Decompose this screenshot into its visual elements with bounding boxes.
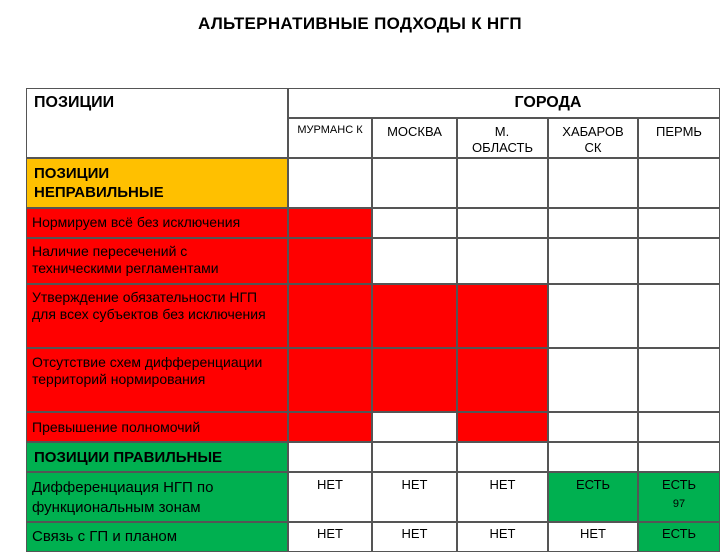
wrong-row-khabarovsk: [548, 284, 638, 348]
wrong-row-moscow-region: [457, 348, 548, 412]
wrong-row-moscow-region: [457, 284, 548, 348]
wrong-row-moscow-region: [457, 238, 548, 284]
wrong-row-moscow: [372, 412, 457, 442]
cities-header: ГОРОДА: [514, 94, 582, 111]
city-perm: ПЕРМЬ: [656, 124, 702, 139]
page-number: 97: [672, 498, 686, 510]
wrong-section-moscow-region: [457, 158, 548, 208]
wrong-row-khabarovsk: [548, 412, 638, 442]
positions-header: ПОЗИЦИИ: [34, 94, 115, 111]
wrong-row-murmansk: [288, 284, 372, 348]
wrong-section-moscow: [372, 158, 457, 208]
right-row-label: Дифференциация НГП по функциональным зонам: [32, 479, 214, 516]
wrong-row-murmansk: [288, 348, 372, 412]
right-section-moscow: [372, 442, 457, 472]
right-row-khabarovsk-value: НЕТ: [580, 526, 606, 541]
wrong-row-perm: [638, 238, 720, 284]
right-section-moscow-region: [457, 442, 548, 472]
right-row-label: Связь с ГП и планом: [32, 528, 178, 545]
wrong-row-khabarovsk: [548, 238, 638, 284]
wrong-row-moscow-region: [457, 412, 548, 442]
right-row-moscow-value: НЕТ: [401, 526, 428, 541]
right-row-murmansk-value: НЕТ: [317, 526, 343, 541]
wrong-section-perm: [638, 158, 720, 208]
wrong-row-murmansk: [288, 412, 372, 442]
wrong-row-perm: [638, 412, 720, 442]
wrong-row-khabarovsk: [548, 208, 638, 238]
wrong-row-perm: [638, 284, 720, 348]
wrong-row-label: Наличие пересечений с техническими регламентами: [32, 243, 219, 276]
wrong-section-murmansk: [288, 158, 372, 208]
right-section-khabarovsk: [548, 442, 638, 472]
right-row-perm-value: ЕСТЬ: [661, 526, 697, 541]
wrong-row-label: Нормируем всё без исключения: [32, 214, 241, 230]
wrong-section-label: ПОЗИЦИИ НЕПРАВИЛЬНЫЕ: [34, 165, 164, 201]
city-khabarovsk: ХАБАРОВ СК: [562, 124, 624, 155]
city-moscow-region: М. ОБЛАСТЬ: [472, 124, 533, 155]
wrong-row-murmansk: [288, 208, 372, 238]
wrong-row-label: Отсутствие схем дифференциации территорий нормирования: [32, 354, 263, 387]
wrong-row-khabarovsk: [548, 348, 638, 412]
wrong-row-perm: [638, 348, 720, 412]
right-row-murmansk-value: НЕТ: [317, 477, 343, 492]
wrong-row-moscow: [372, 208, 457, 238]
wrong-row-perm: [638, 208, 720, 238]
right-row-moscow-value: НЕТ: [401, 477, 428, 492]
right-row-moscow-region-value: НЕТ: [489, 526, 516, 541]
city-moscow: МОСКВА: [387, 124, 442, 139]
right-row-perm-value: ЕСТЬ: [661, 477, 697, 492]
right-section-label: ПОЗИЦИИ ПРАВИЛЬНЫЕ: [34, 449, 223, 466]
page-title: АЛЬТЕРНАТИВНЫЕ ПОДХОДЫ К НГП: [198, 14, 522, 33]
right-row-khabarovsk-value: ЕСТЬ: [575, 477, 611, 492]
city-murmansk: МУРМАНС К: [297, 124, 363, 136]
wrong-row-moscow: [372, 348, 457, 412]
wrong-row-murmansk: [288, 238, 372, 284]
wrong-row-label: Превышение полномочий: [32, 419, 201, 435]
wrong-row-moscow: [372, 238, 457, 284]
wrong-row-moscow-region: [457, 208, 548, 238]
wrong-section-khabarovsk: [548, 158, 638, 208]
right-section-murmansk: [288, 442, 372, 472]
right-section-perm: [638, 442, 720, 472]
right-row-moscow-region-value: НЕТ: [489, 477, 516, 492]
wrong-row-label: Утверждение обязательности НГП для всех субъектов без исключения: [32, 289, 266, 322]
wrong-row-moscow: [372, 284, 457, 348]
